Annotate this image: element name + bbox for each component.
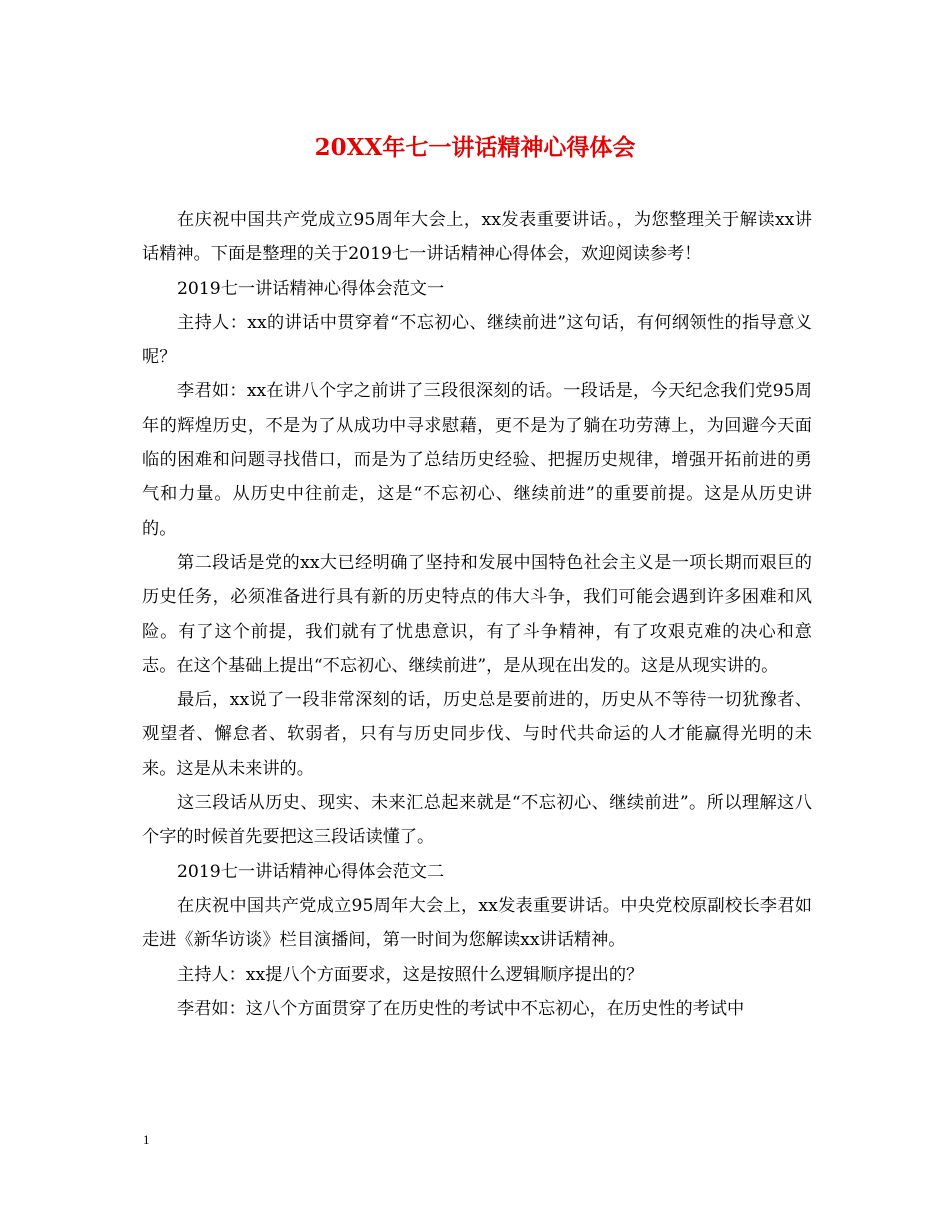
paragraph: 在庆祝中国共产党成立95周年大会上，xx发表重要讲话。，为您整理关于解读xx讲话精神。下面是整理的关于2019七一讲话精神心得体会，欢迎阅读参考！ xyxy=(142,210,812,265)
document-body xyxy=(142,203,812,1026)
paragraph: 李君如：这八个方面贯穿了在历史性的考试中不忘初心，在历史性的考试中 xyxy=(177,998,745,1019)
section-heading: 2019七一讲话精神心得体会范文二 xyxy=(177,861,445,882)
document-title: 20XX年七一讲话精神心得体会 xyxy=(314,134,636,161)
paragraph: 这三段话从历史、现实、未来汇总起来就是“不忘初心、继续前进”。所以理解这八个字的时候首先要把这三段话读懂了。 xyxy=(142,793,812,848)
paragraph: 在庆祝中国共产党成立95周年大会上，xx发表重要讲话。中央党校原副校长李君如走进《新华访谈》栏目演播间，第一时间为您解读xx讲话精神。 xyxy=(142,895,812,951)
paragraph: 最后，xx说了一段非常深刻的话，历史总是要前进的，历史从不等待一切犹豫者、观望者、懈怠者、软弱者，只有与历史同步伐、与时代共命运的人才能赢得光明的未来。这是从未来讲的。 xyxy=(142,690,812,779)
section-heading: 2019七一讲话精神心得体会范文一 xyxy=(177,278,445,299)
paragraph: 李君如：xx在讲八个字之前讲了三段很深刻的话。一段话是，今天纪念我们党95周年的辉煌历史，不是为了从成功中寻求慰藉，更不是为了躺在功劳薄上，为回避今天面临的困难和问题寻找借口，而是为了总结历史经验、把握历史规律，增强开拓前进的勇气和力量。从历史中往前走，这是“不忘初心、继续前进”的重要前提。这是从历史讲的。 xyxy=(142,381,812,539)
page-number: 1 xyxy=(143,1132,150,1147)
paragraph: 第二段话是党的xx大已经明确了坚持和发展中国特色社会主义是一项长期而艰巨的历史任务，必须准备进行具有新的历史特点的伟大斗争，我们可能会遇到许多困难和风险。有了这个前提，我们就有了忧患意识，有了斗争精神，有了攻艰克难的决心和意志。在这个基础上提出“不忘初心、继续前进”，是从现在出发的。这是从现实讲的。 xyxy=(142,552,812,676)
paragraph: 主持人：xx的讲话中贯穿着“不忘初心、继续前进”这句话，有何纲领性的指导意义呢？ xyxy=(142,312,812,368)
paragraph: 主持人：xx提八个方面要求，这是按照什么逻辑顺序提出的？ xyxy=(177,964,644,985)
